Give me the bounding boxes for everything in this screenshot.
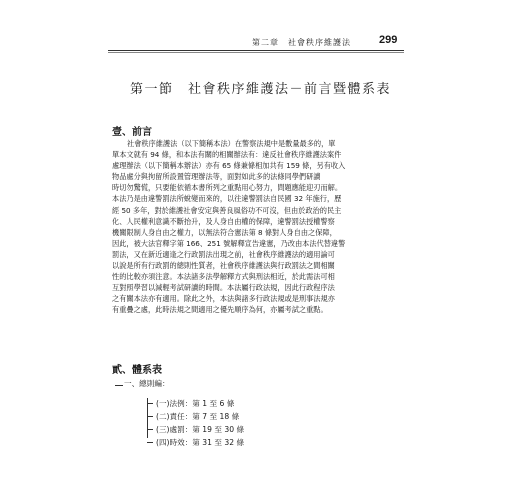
tree-connector xyxy=(147,429,153,430)
tree-connector xyxy=(115,385,123,386)
preface-line: 機關限制人身自由之權力，以無法符合憲法第 8 條對人身自由之保障， xyxy=(112,227,337,237)
preface-line: 互對照學習以減輕考試研讀的時間。本法屬行政法規，因此行政程序法 xyxy=(112,283,335,293)
section-title: 第一節 社會秩序維護法－前言暨體系表 xyxy=(130,82,392,97)
preface-line: 因此，被大法官釋字第 166、251 號解釋宣告違憲，乃改由本法代替違警 xyxy=(112,238,346,248)
tree-connector xyxy=(147,416,153,417)
header-rule-secondary xyxy=(108,52,404,53)
structure-heading: 貳、體系表 xyxy=(112,365,162,376)
preface-line: 性的比較亦須注意。本法諸多法學解釋方式與刑法相近，於此需法可相 xyxy=(112,272,335,282)
running-header: 第二章 社會秩序維護法 xyxy=(252,38,351,47)
tree-connector xyxy=(147,403,153,404)
preface-line: 社會秩序維護法（以下簡稱本法）在警察法規中是數量最多的，單 xyxy=(127,139,336,148)
preface-line: 經 50 多年，對於維護社會安定與善良風俗功不可沒，但由於政治的民主 xyxy=(112,205,342,215)
tree-root: 一、總則編： xyxy=(124,379,170,388)
preface-line: 物品處分與拘留所設置管理辦法等，面對如此多的法條同學們研讀 xyxy=(112,172,321,182)
tree-item: (四)時效：第 31 至 32 條 xyxy=(156,438,245,447)
preface-line: 罰法，又在新近適逢之行政罰法出現之前，社會秩序維護法的適用論可 xyxy=(112,249,335,259)
page-number: 299 xyxy=(379,34,398,46)
preface-line: 以說是所有行政罰的總則性質者，社會秩序維護法與行政罰法之間相關 xyxy=(112,261,335,271)
tree-connector xyxy=(147,442,153,443)
tree-connector xyxy=(147,398,148,438)
preface-line: 處理辦法（以下簡稱本辦法）亦有 65 條兼條相加共有 159 條，另有收入 xyxy=(112,161,346,171)
tree-item: (二)責任：第 7 至 18 條 xyxy=(156,412,240,421)
tree-item: (三)處罰：第 19 至 30 條 xyxy=(156,425,245,434)
header-rule xyxy=(108,50,404,51)
preface-heading: 壹、前言 xyxy=(112,127,152,138)
preface-line: 化、人民權利意識不斷抬升，及人身自由權的保障，違警罰法授權警察 xyxy=(112,216,335,226)
preface-line: 本法乃是由違警罰法所蛻變而來的，以往違警罰法自民國 32 年施行，歷 xyxy=(112,194,342,204)
preface-line: 有重疊之處，此時法規之間適用之優先順序為何，亦屬考試之重點。 xyxy=(112,305,328,315)
preface-line: 時切勿驚慌，只要能依循本書所列之重點用心努力，問題應能迎刃而解。 xyxy=(112,183,343,193)
tree-item: (一)法例：第 1 至 6 條 xyxy=(156,399,235,408)
preface-paragraph xyxy=(112,138,412,316)
preface-line: 之有關本法亦有適用。除此之外，本法與諸多行政法規或是刑事法規亦 xyxy=(112,294,335,304)
preface-line: 單本文就有 94 條，和本法有關的相關辦法有：違反社會秩序維護法案件 xyxy=(112,150,342,160)
